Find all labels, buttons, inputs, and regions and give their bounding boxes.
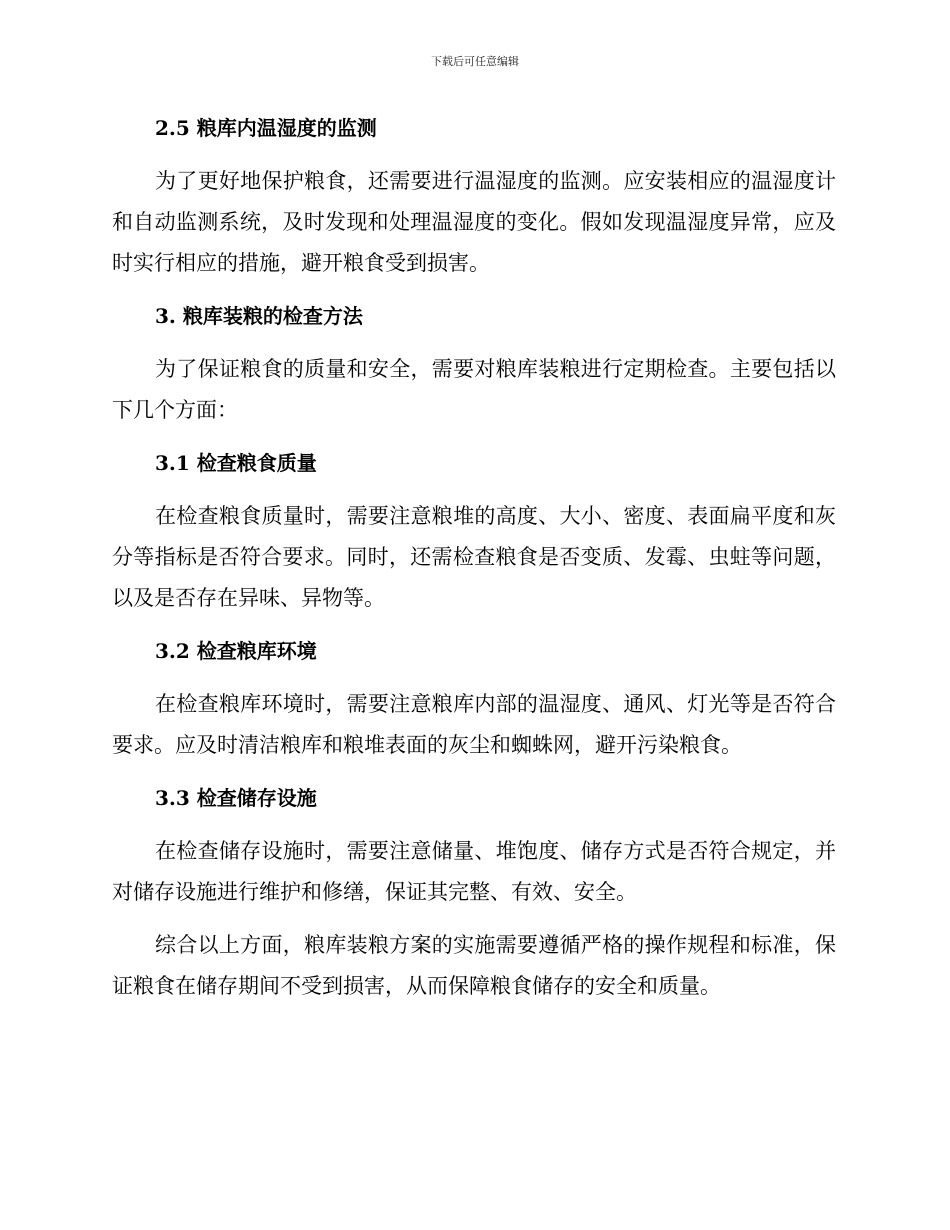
- document-body: [112, 108, 836, 1019]
- section-heading-3: 3. 粮库装粮的检查方法: [155, 304, 363, 328]
- section-paragraph-3-3: 在检查储存设施时，需要注意储量、堆饱度、储存方式是否符合规定，并对储存设施进行维护和修缮，保证其完整、有效、安全。: [112, 839, 836, 904]
- section-heading-3-1: 3.1 检查粮食质量: [155, 451, 317, 475]
- section-heading-3-3: 3.3 检查储存设施: [155, 786, 317, 810]
- conclusion-paragraph: 综合以上方面，粮库装粮方案的实施需要遵循严格的操作规程和标准，保证粮食在储存期间不受到损害，从而保障粮食储存的安全和质量。: [112, 933, 836, 998]
- section-heading-3-2: 3.2 检查粮库环境: [155, 639, 317, 663]
- page-header-note: 下载后可任意编辑: [431, 55, 519, 68]
- section-paragraph-2-5: 为了更好地保护粮食，还需要进行温湿度的监测。应安装相应的温湿度计和自动监测系统，及时发现和处理温湿度的变化。假如发现温湿度异常，应及时实行相应的措施，避开粮食受到损害。: [112, 169, 836, 275]
- section-paragraph-3-1: 在检查粮食质量时，需要注意粮堆的高度、大小、密度、表面扁平度和灰分等指标是否符合要求。同时，还需检查粮食是否变质、发霉、虫蛀等问题，以及是否存在异味、异物等。: [112, 504, 836, 610]
- section-paragraph-3: 为了保证粮食的质量和安全，需要对粮库装粮进行定期检查。主要包括以下几个方面：: [112, 357, 836, 422]
- section-paragraph-3-2: 在检查粮库环境时，需要注意粮库内部的温湿度、通风、灯光等是否符合要求。应及时清洁粮库和粮堆表面的灰尘和蜘蛛网，避开污染粮食。: [112, 692, 836, 757]
- section-heading-2-5: 2.5 粮库内温湿度的监测: [155, 116, 377, 140]
